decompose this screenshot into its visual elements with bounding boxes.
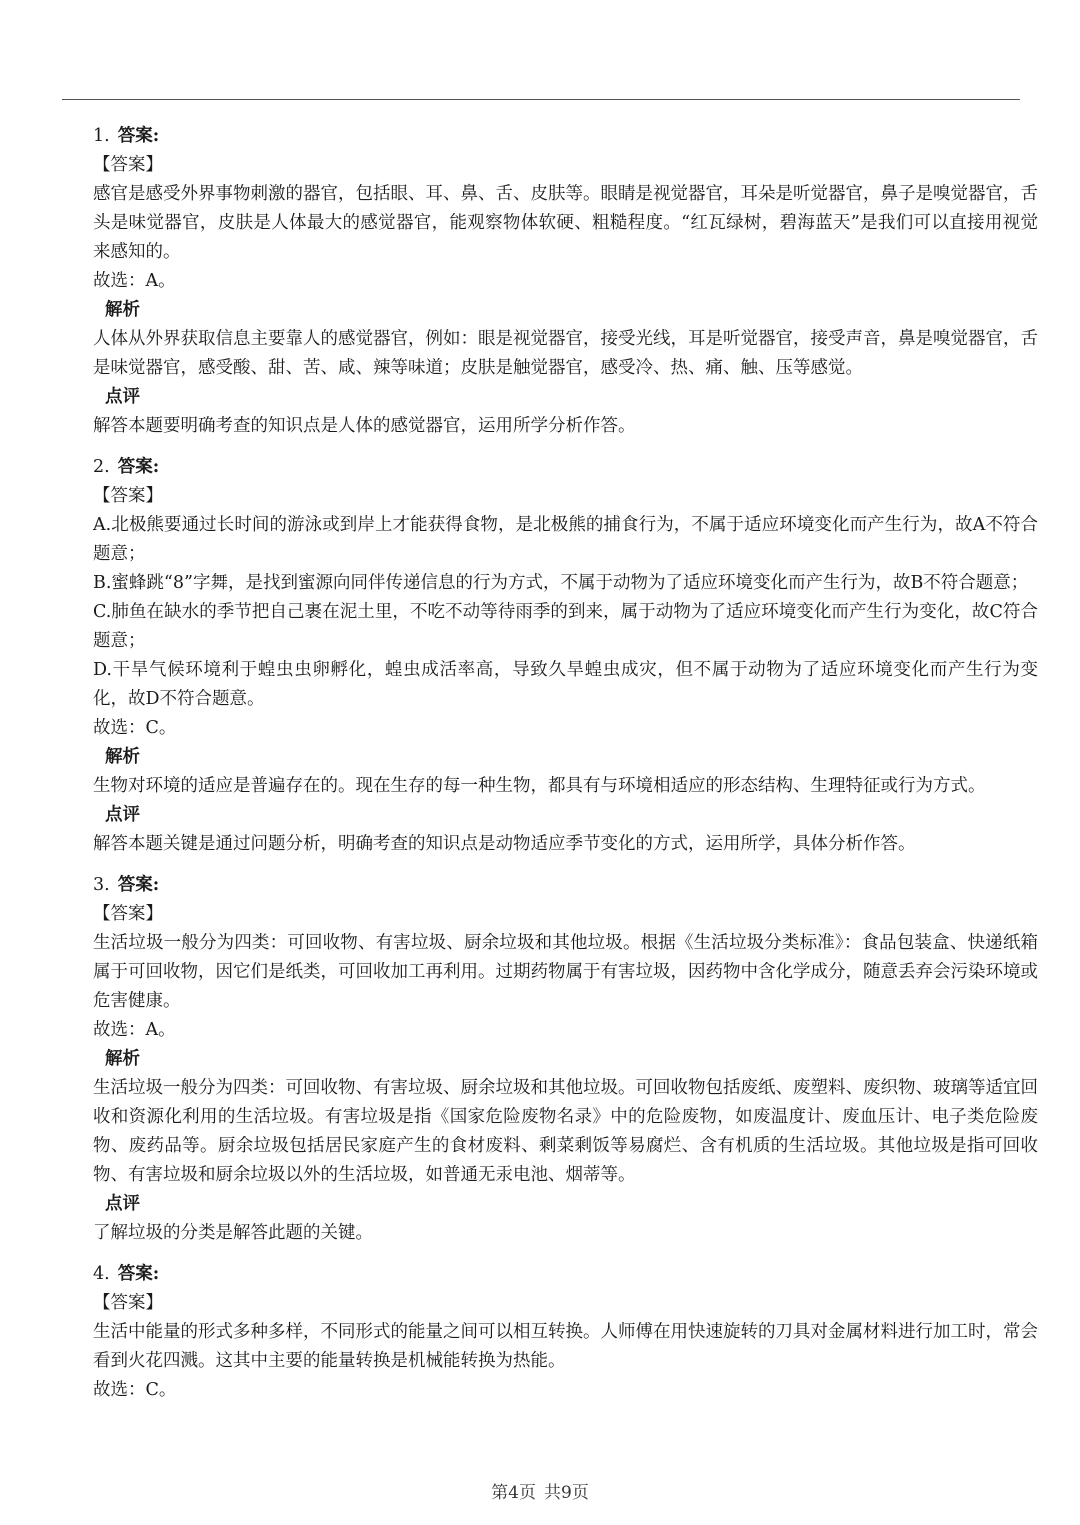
question-1 (93, 122, 1038, 441)
comment-text: 解答本题要明确考查的知识点是人体的感觉器官，运用所学分析作答。 (93, 416, 636, 436)
question-header-label: 答案: (117, 875, 160, 895)
answer-option-a: A.北极熊要通过长时间的游泳或到岸上才能获得食物，是北极熊的捕食行为，不属于适应环境变化而产生行为，故A不符合题意； (93, 515, 1038, 564)
comment-label: 点评 (105, 387, 140, 407)
question-number: 3. (93, 875, 110, 895)
analysis-text: 生物对环境的适应是普遍存在的。现在生存的每一种生物，都具有与环境相适应的形态结构、生理特征或行为方式。 (93, 776, 986, 796)
answer-label: 【答案】 (93, 155, 163, 175)
answer-option-d: D.干旱气候环境利于蝗虫虫卵孵化，蝗虫成活率高，导致久旱蝗虫成灾，但不属于动物为了适应环境变化而产生行为变化，故D不符合题意。 (93, 660, 1038, 709)
question-header-label: 答案: (117, 1264, 160, 1284)
question-number: 2. (93, 457, 110, 477)
answer-label: 【答案】 (93, 1293, 163, 1313)
header-rule (62, 99, 1020, 100)
comment-text: 了解垃圾的分类是解答此题的关键。 (93, 1223, 373, 1243)
answer-label: 【答案】 (93, 486, 163, 506)
question-header-label: 答案: (117, 126, 160, 146)
answer-choice: 故选：C。 (93, 718, 177, 738)
answer-label: 【答案】 (93, 904, 163, 924)
answer-choice: 故选：A。 (93, 271, 176, 291)
question-header (93, 122, 1038, 151)
question-header (93, 453, 1038, 482)
answer-document (93, 122, 1038, 1417)
page-total: 共9页 (544, 1483, 589, 1503)
question-3 (93, 871, 1038, 1248)
comment-text: 解答本题关键是通过问题分析，明确考查的知识点是动物适应季节变化的方式，运用所学，具体分析作答。 (93, 834, 916, 854)
analysis-label: 解析 (105, 747, 140, 767)
answer-choice: 故选：C。 (93, 1380, 177, 1400)
question-number: 1. (93, 126, 110, 146)
question-header (93, 871, 1038, 900)
page-number: 第4页 (491, 1483, 536, 1503)
question-header (93, 1260, 1038, 1289)
question-4 (93, 1260, 1038, 1405)
comment-label: 点评 (105, 805, 140, 825)
comment-label: 点评 (105, 1194, 140, 1214)
page-footer (0, 1478, 1080, 1503)
analysis-text: 人体从外界获取信息主要靠人的感觉器官，例如：眼是视觉器官，接受光线，耳是听觉器官，接受声音，鼻是嗅觉器官，舌是味觉器官，感受酸、甜、苦、咸、辣等味道；皮肤是触觉器官，感受冷、热、痛、触、压等感觉。 (93, 329, 1038, 378)
question-header-label: 答案: (117, 457, 160, 477)
answer-paragraph: 生活中能量的形式多种多样，不同形式的能量之间可以相互转换。人师傅在用快速旋转的刀具对金属材料进行加工时，常会看到火花四溅。这其中主要的能量转换是机械能转换为热能。 (93, 1322, 1038, 1371)
answer-paragraph: 生活垃圾一般分为四类：可回收物、有害垃圾、厨余垃圾和其他垃圾。根据《生活垃圾分类标准》：食品包装盒、快递纸箱属于可回收物，因它们是纸类，可回收加工再利用。过期药物属于有害垃圾，因药物中含化学成分，随意丢弃会污染环境或危害健康。 (93, 933, 1038, 1011)
analysis-label: 解析 (105, 300, 140, 320)
analysis-label: 解析 (105, 1049, 140, 1069)
question-number: 4. (93, 1264, 110, 1284)
analysis-text: 生活垃圾一般分为四类：可回收物、有害垃圾、厨余垃圾和其他垃圾。可回收物包括废纸、废塑料、废织物、玻璃等适宜回收和资源化利用的生活垃圾。有害垃圾是指《国家危险废物名录》中的危险废物，如废温度计、废血压计、电子类危险废物、废药品等。厨余垃圾包括居民家庭产生的食材废料、剩菜剩饭等易腐烂、含有机质的生活垃圾。其他垃圾是指可回收物、有害垃圾和厨余垃圾以外的生活垃圾，如普通无汞电池、烟蒂等。 (93, 1078, 1038, 1185)
answer-choice: 故选：A。 (93, 1020, 176, 1040)
answer-option-b: B.蜜蜂跳“8”字舞，是找到蜜源向同伴传递信息的行为方式，不属于动物为了适应环境变化而产生行为，故B不符合题意； (93, 573, 1029, 593)
answer-paragraph: 感官是感受外界事物刺激的器官，包括眼、耳、鼻、舌、皮肤等。眼睛是视觉器官，耳朵是听觉器官，鼻子是嗅觉器官，舌头是味觉器官，皮肤是人体最大的感觉器官，能观察物体软硬、粗糙程度。“红瓦绿树，碧海蓝天”是我们可以直接用视觉来感知的。 (93, 184, 1038, 262)
answer-option-c: C.肺鱼在缺水的季节把自己裹在泥土里，不吃不动等待雨季的到来，属于动物为了适应环境变化而产生行为变化，故C符合题意； (93, 602, 1038, 651)
question-2 (93, 453, 1038, 859)
